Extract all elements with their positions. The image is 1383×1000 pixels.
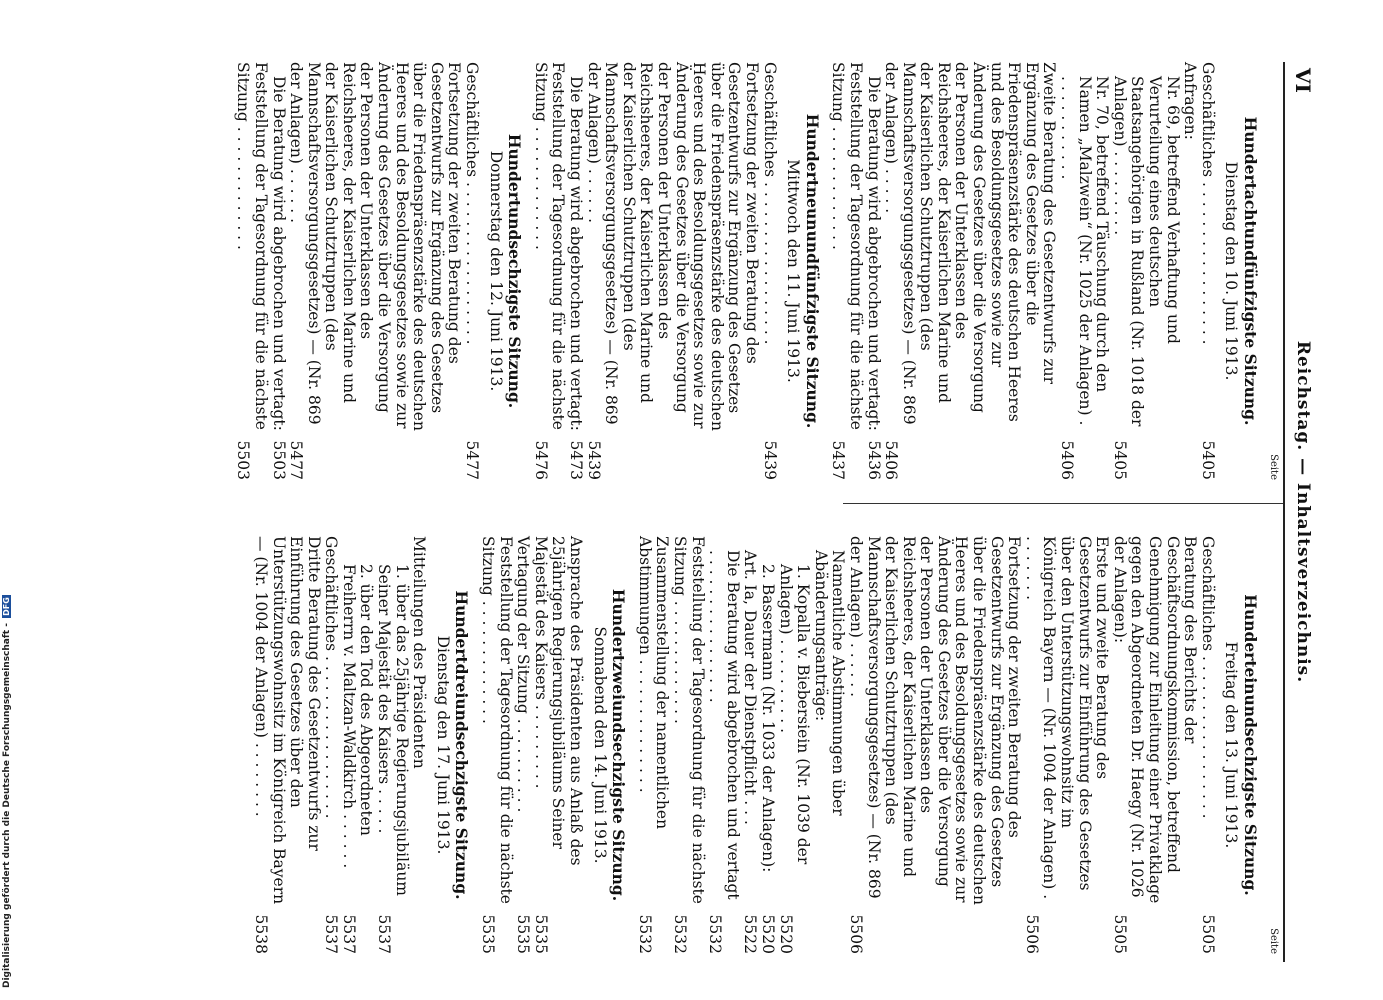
toc-entry-text: Feststellung der Tagesordnung für die nächste Sitzung . . . . . . . . . . . . . <box>671 536 707 904</box>
toc-entry <box>584 62 760 480</box>
toc-entry-text: Fortsetzung der zweiten Beratung des Gesetzentwurfs zur Ergänzung des Gesetzes über die Friedenspräsenzstärke des deutschen Heeres und des Besoldungsgesetzes sowie zur Änderung des Gesetzes über die Versorgung der Personen der Unterklassen des Reichsheeres, der Kaiserlichen Marine und der Kaiserlichen Schutztruppen (des Mannschaftsversorgungsgesetzes) — (Nr. 869 der Anlagen) . . . . . . <box>584 62 761 431</box>
toc-page-number: 5477 <box>287 440 306 480</box>
toc-entry-text: Geschäftliches . . . . . . . . . . . . . . . . . <box>1198 62 1217 345</box>
toc-entry-text: Zweite Beratung des Gesetzentwurfs zur Ergänzung des Gesetzes über die Friedenspräsenzstärke des deutschen Heeres und des Besoldungsgesetzes sowie zur Änderung des Gesetzes über die Versorgung der Personen der Unterklassen des Reichsheeres, der Kaiserlichen Marine und der Kaiserlichen Schutztruppen (des Mannschaftsversorgungsgesetzes) — (Nr. 869 der Anlagen) . . . . . <box>882 62 1059 425</box>
toc-entry <box>322 536 340 954</box>
toc-entry-text: Dritte Beratung des Gesetzentwurfs zur Einführung des Gesetzes über den Unterstützungswohnsitz im Königreich Bayern — (Nr. 1004 der Anlagen) . . . . . . . . <box>251 536 323 905</box>
toc-entry <box>462 62 480 480</box>
toc-page-number: 5503 <box>269 440 288 480</box>
toc-entry <box>269 62 287 480</box>
toc-page-number: 5505 <box>1198 914 1217 954</box>
toc-entry-text: Namentliche Abstimmungen über Abänderungsanträge: <box>811 550 848 816</box>
toc-page-number: 5532 <box>671 914 689 954</box>
toc-entry-text: Ansprache des Präsidenten aus Anlaß des 25jährigen Regierungsjubiläums Seiner Majestät des Kaisers . . . . . . . . . <box>531 536 586 866</box>
toc-page-number: 5506 <box>1022 914 1041 954</box>
toc-entry-text: Nr. 69, betreffend Verhaftung und Verurteilung eines deutschen Staatsangehörigen in Rußland (Nr. 1018 der Anlagen) . . . . . . . . . <box>1110 76 1182 427</box>
dfg-logo: DFG <box>2 597 11 616</box>
toc-entry <box>287 62 463 480</box>
session-date: Sonnabend den 14. Juni 1913. <box>590 626 609 864</box>
session-date: Donnerstag den 12. Juni 1913. <box>486 150 505 392</box>
session-date: Freitag den 13. Juni 1913. <box>1222 641 1241 849</box>
toc-entry <box>1110 536 1198 954</box>
toc-entry <box>670 536 705 954</box>
toc-entry <box>410 536 428 954</box>
toc-page-number: 5436 <box>864 440 883 480</box>
seite-label: Seite <box>1268 928 1279 954</box>
toc-page-number: 5406 <box>1058 440 1077 480</box>
session-title: Hundertachtundfünfzigste Sitzung. <box>1241 116 1260 426</box>
toc-entry-text: 1. über das 25jährige Regierungsjubiläum Seiner Majestät des Kaisers . . . . . <box>375 564 411 897</box>
toc-entry <box>758 536 776 954</box>
session-title: Hundertundsechzigste Sitzung. <box>505 133 525 409</box>
toc-page-number: 5506 <box>846 914 865 954</box>
toc-entry-text: Die Beratung wird abgebrochen und vertagt: <box>864 76 883 431</box>
toc-entry-text: Beratung des Berichts der Geschäftsordnungskommission, betreffend Genehmigung zur Einleitung einer Privatklage gegen den Abgeordneten Dr. Haegy (Nr. 1026 der Anlagen): <box>1110 536 1200 904</box>
toc-entry <box>1110 62 1180 480</box>
toc-entry-text: Art. Ia, Dauer der Dienstpflicht . . . <box>741 550 760 825</box>
toc-page-number: 5537 <box>322 914 341 954</box>
toc-entry-text: Feststellung der Tagesordnung für die nächste Sitzung . . . . . . . . . . . . . <box>829 62 865 430</box>
session-block <box>829 62 1259 480</box>
toc-page-number: 5535 <box>531 914 550 954</box>
toc-page-number: 5532 <box>706 914 725 954</box>
toc-page-number: 5437 <box>829 440 848 480</box>
toc-page-number: 5505 <box>1110 914 1129 954</box>
toc-entry-text: Feststellung der Tagesordnung für die nächste Sitzung . . . . . . . . . . . . . <box>531 62 568 430</box>
session-title: Hundertdreiundsechzigste Sitzung. <box>452 590 472 900</box>
session-block <box>478 536 627 954</box>
column-divider <box>843 503 1283 504</box>
toc-entry <box>811 536 846 954</box>
toc-page-number: 5532 <box>635 914 654 954</box>
toc-page-number: 5537 <box>375 914 394 954</box>
toc-entry-text: Geschäftliches . . . . . . . . . . . . . . . . . <box>1198 536 1217 819</box>
toc-page-number: 5477 <box>463 440 482 480</box>
session-date: Dienstag den 10. Juni 1913. <box>1222 161 1241 381</box>
toc-entry <box>566 62 584 480</box>
toc-entry <box>531 536 584 954</box>
toc-page-number: 5535 <box>479 914 498 954</box>
session-block <box>251 536 470 954</box>
toc-page-number: 5405 <box>1110 440 1129 480</box>
rotated-page <box>70 62 1315 962</box>
toc-page-number: 5520 <box>776 914 795 954</box>
toc-entry-text: Geschäftliches . . . . . . . . . . . . . . . . . <box>760 62 779 345</box>
toc-entry-text: 1. Kopalla v. Biebersiein (Nr. 1039 der Anlagen) . . . . . . . . . . <box>776 564 813 865</box>
toc-page-number: 5535 <box>514 914 533 954</box>
toc-entry <box>1198 62 1216 480</box>
session-block <box>531 62 821 480</box>
toc-entry-text: Mitteilungen des Präsidenten <box>410 536 429 769</box>
toc-entry-text: Geschäftliches . . . . . . . . . . . . . . . . . <box>322 536 341 819</box>
toc-entry-text: Geschäftliches . . . . . . . . . . . . . . . . . <box>463 62 482 345</box>
toc-entry <box>635 536 670 954</box>
toc-entry <box>882 62 1058 480</box>
toc-entry-text: Die Beratung wird abgebrochen und vertagt . . . . . . . . . . . . . . . . <box>706 550 742 900</box>
toc-entry-text: Die Beratung wird abgebrochen und vertagt: <box>567 76 586 431</box>
toc-entry-text: Feststellung der Tagesordnung für die nächste Sitzung . . . . . . . . . . . . . <box>479 536 515 904</box>
toc-entry-text: Die Beratung wird abgebrochen und vertagt: <box>269 76 288 431</box>
toc-entry <box>706 536 741 954</box>
toc-entry <box>864 62 882 480</box>
toc-entry <box>339 536 374 954</box>
toc-entry-text: 2. über den Tod des Abgeordneten Freiherrn v. Maltzan-Waldkirch . . . . . . <box>339 564 376 869</box>
page-title: Reichstag. — Inhaltsverzeichnis. <box>1293 340 1313 684</box>
toc-entry <box>1181 62 1199 480</box>
toc-page-number: 5520 <box>758 914 777 954</box>
toc-entry-text: Feststellung der Tagesordnung für die nächste Sitzung . . . . . . . . . . . . . <box>234 62 270 430</box>
toc-page-number: 5476 <box>531 440 550 480</box>
toc-entry <box>478 536 513 954</box>
toc-page-number: 5439 <box>760 440 779 480</box>
toc-entry-text: Vertagung der Sitzung . . . . . . . . . . <box>514 536 533 813</box>
toc-entry <box>375 536 410 954</box>
toc-entry <box>531 62 566 480</box>
toc-entry <box>741 536 759 954</box>
session-title: Hundertzweiundsechzigste Sitzung. <box>609 588 629 902</box>
page-number: VI <box>1291 68 1315 93</box>
credit-text: Digitalisierung gefördert durch die Deutsche Forschungsgemeinschaft - <box>2 623 12 988</box>
toc-entry <box>251 536 321 954</box>
toc-page-number: 5473 <box>567 440 586 480</box>
toc-entry <box>514 536 532 954</box>
toc-entry <box>1022 536 1110 954</box>
toc-entry-text: 2. Bassermann (Nr. 1033 der Anlagen): <box>758 564 777 873</box>
toc-entry <box>760 62 778 480</box>
toc-entry <box>829 62 864 480</box>
toc-entry-text: Fortsetzung der zweiten Beratung des Gesetzentwurfs zur Ergänzung des Gesetzes über die Friedenspräsenzstärke des deutschen Heeres und des Besoldungsgesetzes sowie zur Änderung des Gesetzes über die Versorgung der Personen der Unterklassen des Reichsheeres, der Kaiserlichen Marine und der Kaiserlichen Schutztruppen (des Mannschaftsversorgungsgesetzes) — (Nr. 869 der Anlagen) . . . . . . <box>287 62 464 431</box>
right-column <box>251 536 1279 954</box>
toc-entry-text: Nr. 70, betreffend Täuschung durch den Namen „Malzwein“ (Nr. 1025 der Anlagen) . . . . . . . . . . . . <box>1058 76 1112 426</box>
session-date: Mittwoch den 11. Juni 1913. <box>784 159 803 383</box>
page-header <box>1289 62 1315 962</box>
toc-entry-text: Erste und zweite Beratung des Gesetzentwurfs zur Einführung des Gesetzes über den Unterstützungswohnsitz im Königreich Bayern — (Nr. 1004 der Anlagen) . . . . . . . . <box>1022 536 1112 900</box>
toc-entry <box>234 62 269 480</box>
toc-page-number: 5538 <box>251 914 270 954</box>
left-column <box>234 62 1279 480</box>
session-block <box>234 62 524 480</box>
toc-entry <box>846 536 1022 954</box>
toc-page-number: 5406 <box>882 440 901 480</box>
toc-page-number: 5537 <box>339 914 358 954</box>
toc-entry <box>776 536 811 954</box>
session-date: Dienstag den 17. Juni 1913. <box>433 635 452 855</box>
toc-entry <box>1057 62 1110 480</box>
toc-page-number: 5439 <box>584 440 603 480</box>
toc-entry-text: Zusammenstellung der namentlichen Abstimmungen . . . . . . . . . . . . . . <box>635 536 672 830</box>
session-title: Hunderteinundsechzigste Sitzung. <box>1241 594 1260 896</box>
header-rule <box>1283 62 1285 962</box>
toc-entry-text: Anfragen: <box>1181 62 1200 140</box>
credit-line <box>2 595 12 988</box>
session-title: Hundertneunundfünfzigste Sitzung. <box>802 113 822 429</box>
toc-page-number: 5405 <box>1198 440 1217 480</box>
seite-label: Seite <box>1268 454 1279 480</box>
session-block <box>635 536 1259 954</box>
toc-page-number: 5503 <box>234 440 253 480</box>
toc-page-number: 5522 <box>741 914 760 954</box>
toc-entry-text: Fortsetzung der zweiten Beratung des Gesetzentwurfs zur Ergänzung des Gesetzes über die Friedenspräsenzstärke des deutschen Heeres und des Besoldungsgesetzes sowie zur Änderung des Gesetzes über die Versorgung der Personen der Unterklassen des Reichsheeres, der Kaiserlichen Marine und der Kaiserlichen Schutztruppen (des Mannschaftsversorgungsgesetzes) — (Nr. 869 der Anlagen) . . . . . . <box>846 536 1024 905</box>
toc-entry <box>1198 536 1216 954</box>
